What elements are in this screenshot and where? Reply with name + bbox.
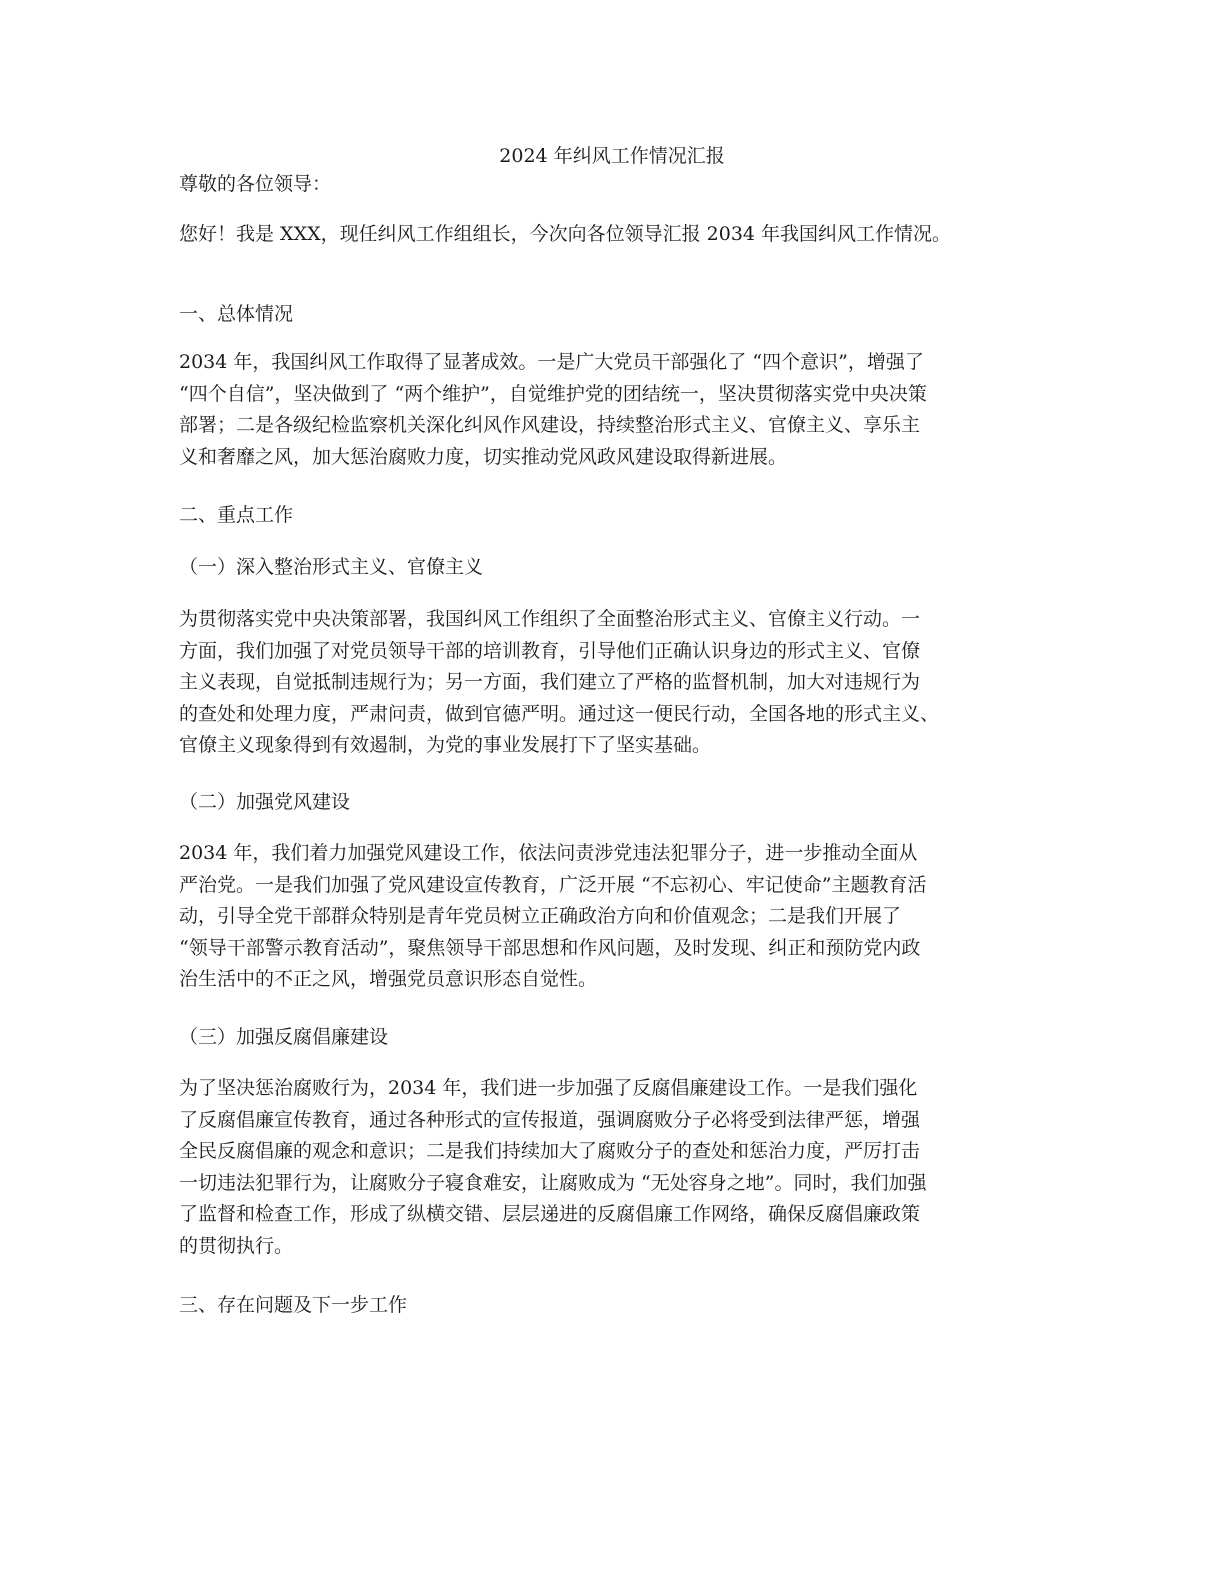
paragraph-line: 了监督和检查工作，形成了纵横交错、层层递进的反腐倡廉工作网络，确保反腐倡廉政策 (179, 1203, 921, 1226)
paragraph-line: 部署；二是各级纪检监察机关深化纠风作风建设，持续整治形式主义、官僚主义、享乐主 (179, 414, 921, 437)
paragraph-line: 全民反腐倡廉的观念和意识；二是我们持续加大了腐败分子的查处和惩治力度，严厉打击 (179, 1140, 921, 1163)
paragraph-line: 治生活中的不正之风，增强党员意识形态自觉性。 (179, 968, 598, 991)
paragraph-line: 了反腐倡廉宣传教育，通过各种形式的宣传报道，强调腐败分子必将受到法律严惩，增强 (179, 1108, 921, 1131)
paragraph-line: 为了坚决惩治腐败行为，2034 年，我们进一步加强了反腐倡廉建设工作。一是我们强化 (179, 1077, 918, 1099)
paragraph-line: 2034 年，我们着力加强党风建设工作，依法问责涉党违法犯罪分子，进一步推动全面从 (179, 842, 918, 864)
subsection-heading-formalism: （一）深入整治形式主义、官僚主义 (179, 556, 484, 578)
paragraph-line: 为贯彻落实党中央决策部署，我国纠风工作组织了全面整治形式主义、官僚主义行动。一 (179, 608, 921, 630)
overview-paragraph (179, 347, 1051, 473)
section-heading-key-work: 二、重点工作 (179, 504, 294, 526)
paragraph-line: 的贯彻执行。 (179, 1234, 294, 1257)
paragraph-line: 2034 年，我国纠风工作取得了显著成效。一是广大党员干部强化了 “四个意识”，增强了 (179, 351, 924, 373)
formalism-paragraph (179, 604, 1051, 762)
paragraph-line: 一切违法犯罪行为，让腐败分子寝食难安，让腐败成为 “无处容身之地”。同时，我们加强 (179, 1171, 927, 1194)
section-heading-problems: 三、存在问题及下一步工作 (179, 1294, 408, 1316)
paragraph-line: 义和奢靡之风，加大惩治腐败力度，切实推动党风政风建设取得新进展。 (179, 445, 788, 468)
paragraph-line: 动，引导全党干部群众特别是青年党员树立正确政治方向和价值观念；二是我们开展了 (179, 905, 902, 928)
paragraph-line: “领导干部警示教育活动”，聚焦领导干部思想和作风问题，及时发现、纠正和预防党内政 (179, 936, 921, 959)
subsection-heading-anti-corruption: （三）加强反腐倡廉建设 (179, 1026, 389, 1048)
document-title: 2024 年纠风工作情况汇报 (499, 145, 725, 167)
paragraph-line: 主义表现，自觉抵制违规行为；另一方面，我们建立了严格的监督机制，加大对违规行为 (179, 671, 921, 694)
party-style-paragraph (179, 838, 1051, 996)
paragraph-line: 方面，我们加强了对党员领导干部的培训教育，引导他们正确认识身边的形式主义、官僚 (179, 639, 921, 662)
paragraph-line: 官僚主义现象得到有效遏制，为党的事业发展打下了坚实基础。 (179, 734, 712, 757)
salutation: 尊敬的各位领导： (179, 173, 332, 195)
anti-corruption-paragraph (179, 1073, 1051, 1263)
intro-paragraph: 您好！我是 XXX，现任纠风工作组组长，今次向各位领导汇报 2034 年我国纠风工作情况。 (179, 223, 952, 245)
subsection-heading-party-style: （二）加强党风建设 (179, 791, 351, 813)
section-heading-overview: 一、总体情况 (179, 303, 294, 325)
paragraph-line: “四个自信”，坚决做到了 “两个维护”，自觉维护党的团结统一，坚决贯彻落实党中央决策 (179, 382, 927, 405)
paragraph-line: 严治党。一是我们加强了党风建设宣传教育，广泛开展 “不忘初心、牢记使命”主题教育活 (179, 873, 927, 896)
paragraph-line: 的查处和处理力度，严肃问责，做到官德严明。通过这一便民行动，全国各地的形式主义、 (179, 702, 940, 725)
